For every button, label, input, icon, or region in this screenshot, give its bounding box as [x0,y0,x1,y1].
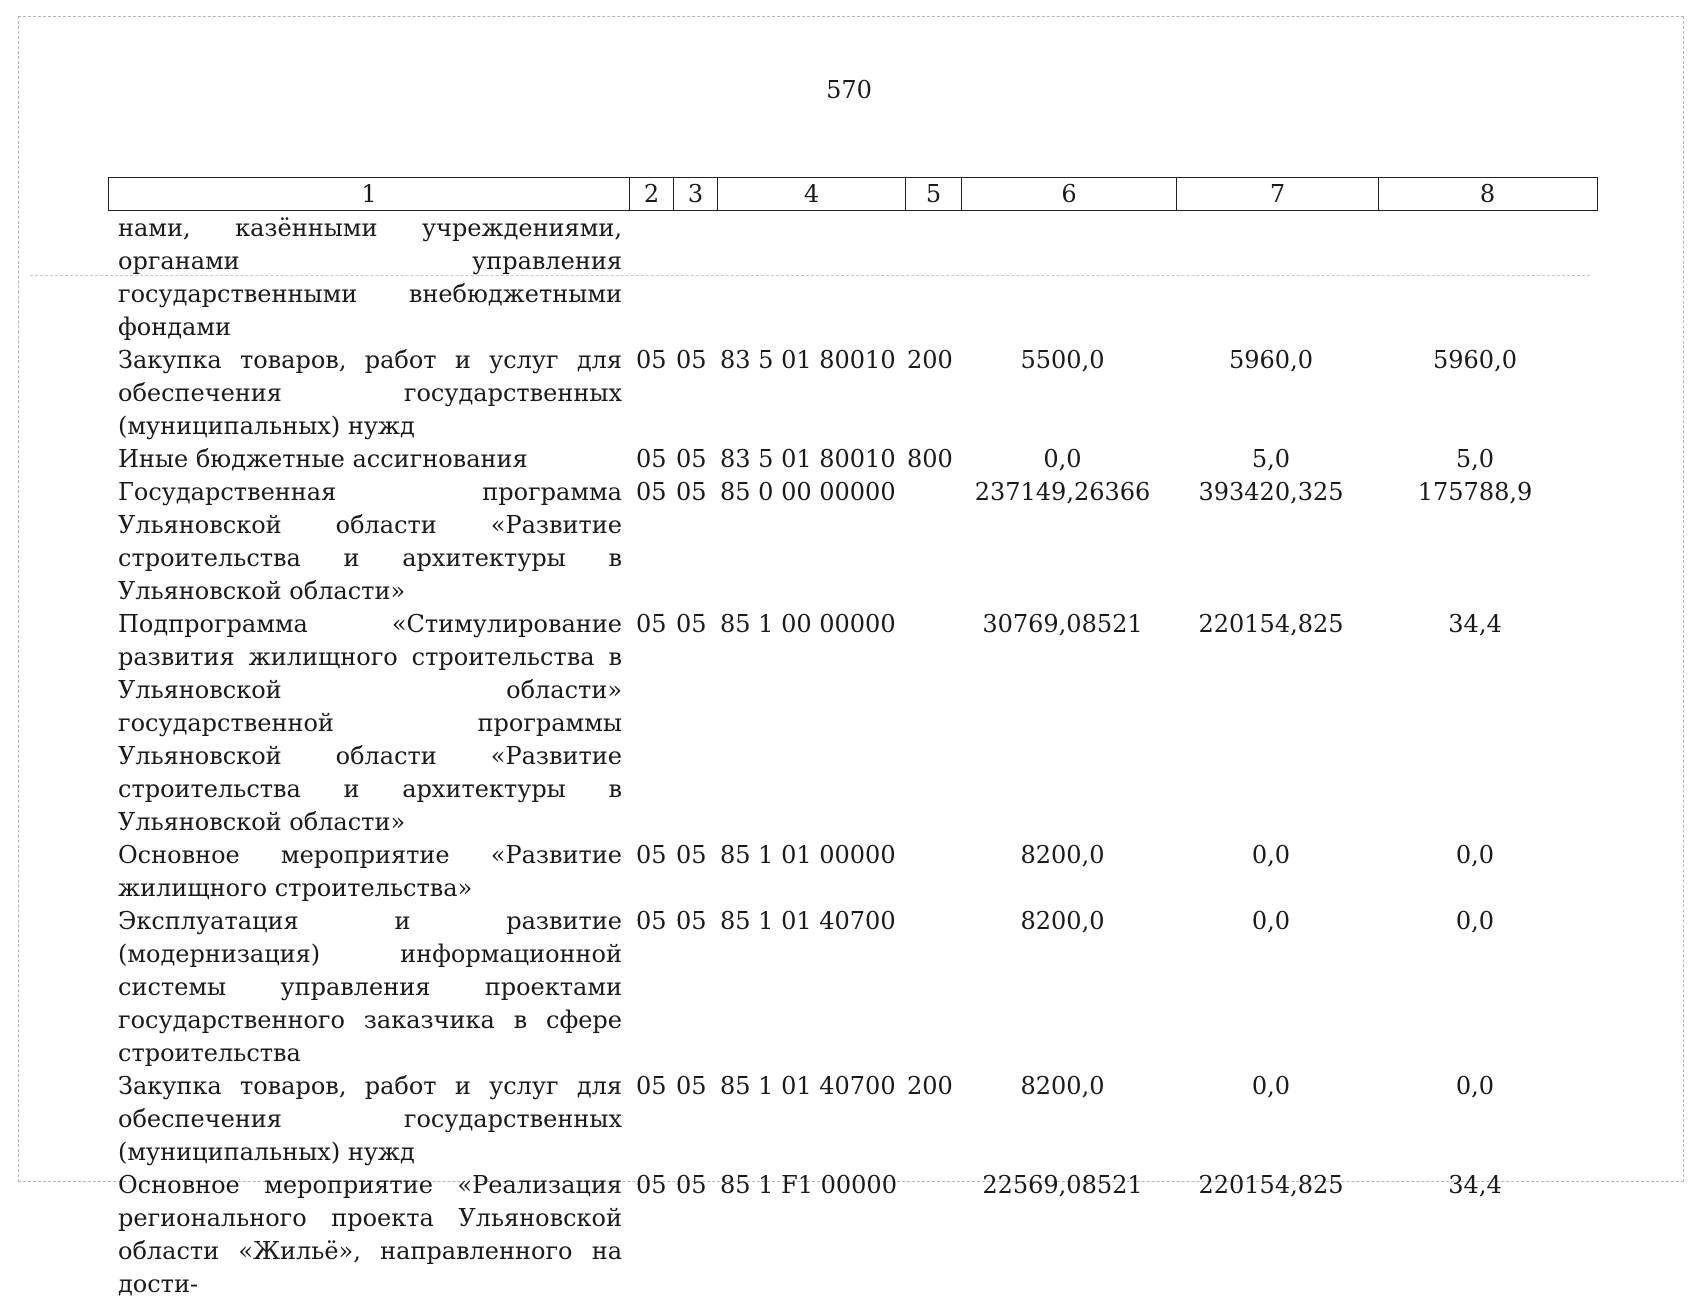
row-col-3: 05 [676,610,707,638]
row-col-8: 5960,0 [1433,346,1517,374]
row-col-2: 05 [636,1072,667,1100]
row-name: Закупка товаров, работ и услуг для обеспечения государственных (муниципальных) нужд [118,1072,622,1166]
table-row [108,839,1598,905]
row-col-3: 05 [676,841,707,869]
row-col-6: 5500,0 [1020,346,1105,374]
row-name: Государственная программа Ульяновской области «Развитие строительства и архитектуры в Ульяновской области» [118,478,622,605]
table-row [108,905,1598,1070]
row-col-6: 0,0 [1043,445,1082,473]
row-col-7: 0,0 [1251,907,1291,935]
row-col-2: 05 [636,1171,667,1199]
row-col-7: 0,0 [1251,1072,1291,1100]
row-col-5: 200 [907,346,953,374]
row-col-7: 0,0 [1251,841,1291,869]
table-body [108,212,1598,1301]
row-col-7: 393420,325 [1198,478,1344,506]
row-col-5: 200 [907,1072,953,1100]
table-row [108,443,1598,476]
row-col-6: 8200,0 [1020,1072,1105,1100]
table-row [108,1169,1598,1301]
table-row [108,1070,1598,1169]
row-col-3: 05 [676,907,707,935]
row-col-2: 05 [636,841,667,869]
row-col-7: 220154,825 [1198,610,1344,638]
header-col-5: 5 [906,178,962,210]
row-col-4: 85 1 01 40700 [720,1072,896,1100]
row-col-4: 85 1 00 00000 [720,610,896,638]
header-col-6: 6 [962,178,1177,210]
row-col-3: 05 [676,478,707,506]
table-row [108,476,1598,608]
table-row [108,212,1598,344]
row-col-7: 5960,0 [1229,346,1313,374]
page-number: 570 [826,76,872,104]
row-col-6: 237149,26366 [974,478,1151,506]
row-col-8: 0,0 [1455,1072,1495,1100]
row-col-8: 0,0 [1455,841,1495,869]
row-col-7: 220154,825 [1198,1171,1344,1199]
row-col-7: 5,0 [1251,445,1291,473]
header-col-7: 7 [1177,178,1379,210]
row-name: нами, казёнными учреждениями, органами управления государственными внебюджетными фондами [118,214,622,341]
row-col-6: 30769,08521 [982,610,1143,638]
row-col-6: 8200,0 [1020,841,1105,869]
header-col-2: 2 [630,178,674,210]
header-col-8: 8 [1479,180,1496,208]
row-name: Закупка товаров, работ и услуг для обеспечения государственных (муниципальных) нужд [118,346,622,440]
header-col-3: 3 [674,178,718,210]
row-col-2: 05 [636,478,667,506]
row-col-4: 85 0 00 00000 [720,478,896,506]
row-col-3: 05 [676,1072,707,1100]
row-col-4: 83 5 01 80010 [720,445,896,473]
row-col-3: 05 [676,445,707,473]
row-name: Иные бюджетные ассигнования [118,445,528,473]
row-col-4: 85 1 F1 00000 [720,1171,897,1199]
row-col-6: 8200,0 [1020,907,1105,935]
header-col-4: 4 [718,178,906,210]
row-col-4: 85 1 01 40700 [720,907,896,935]
row-name: Основное мероприятие «Реализация регионального проекта Ульяновской области «Жильё», направленного на дости- [118,1171,622,1298]
table-row [108,608,1598,839]
row-col-6: 22569,08521 [982,1171,1143,1199]
row-name: Эксплуатация и развитие (модернизация) информационной системы управления проектами государственного заказчика в сфере строительства [118,907,622,1067]
row-col-3: 05 [676,1171,707,1199]
header-col-1: 1 [109,178,630,210]
table-header [108,177,1598,211]
row-name: Подпрограмма «Стимулирование развития жилищного строительства в Ульяновской области» государственной программы Ульяновской области «Развитие строительства и архитектуры в Ульяновской области» [118,610,622,836]
row-col-3: 05 [676,346,707,374]
row-name: Основное мероприятие «Развитие жилищного строительства» [118,841,622,902]
row-col-5: 800 [907,445,953,473]
table-row [108,344,1598,443]
row-col-4: 85 1 01 00000 [720,841,896,869]
row-col-2: 05 [636,346,667,374]
row-col-8: 0,0 [1455,907,1495,935]
row-col-2: 05 [636,445,667,473]
row-col-8: 175788,9 [1417,478,1533,506]
row-col-8: 5,0 [1455,445,1495,473]
row-col-4: 83 5 01 80010 [720,346,896,374]
row-col-2: 05 [636,610,667,638]
row-col-8: 34,4 [1448,1171,1502,1199]
row-col-8: 34,4 [1448,610,1502,638]
row-col-2: 05 [636,907,667,935]
